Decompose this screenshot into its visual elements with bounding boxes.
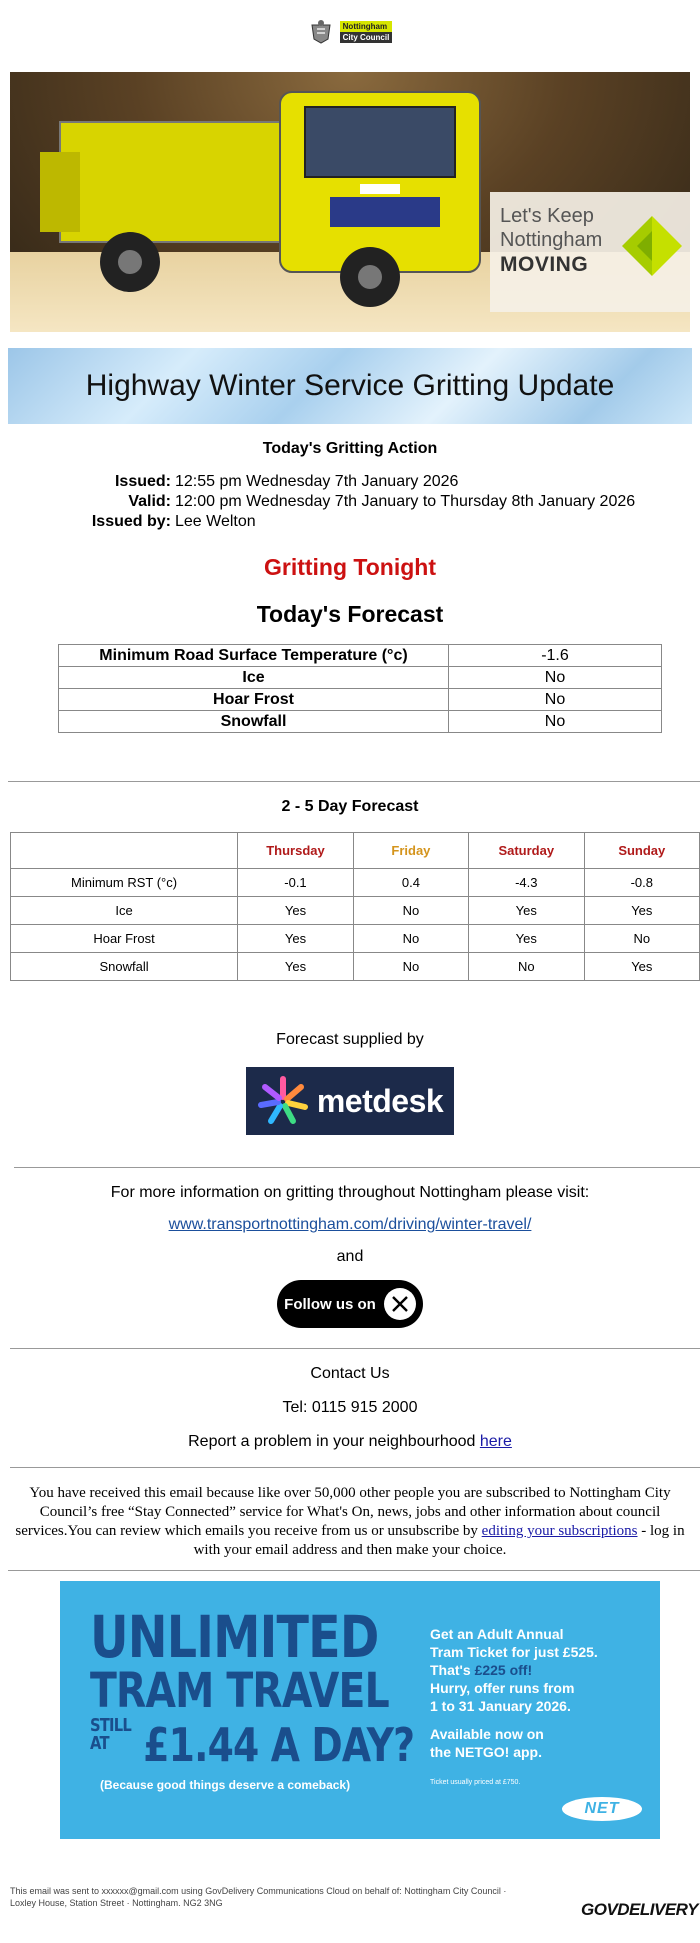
- report-problem-text: Report a problem in your neighbourhood: [188, 1433, 476, 1450]
- tram-advert-subtitle: (Because good things deserve a comeback): [100, 1778, 351, 1792]
- more-info-text: For more information on gritting throughout Nottingham please visit:: [110, 1184, 590, 1201]
- issued-row: Issued: 12:55 pm Wednesday 7th January 2026: [114, 473, 459, 490]
- multi-day-heading: 2 - 5 Day Forecast: [281, 798, 419, 815]
- table-row: Ice Yes No Yes Yes: [11, 897, 700, 925]
- issued-by-row: Issued by: Lee Welton: [91, 513, 256, 530]
- edit-subscriptions-link[interactable]: editing your subscriptions: [481, 1523, 638, 1539]
- divider: [8, 781, 700, 782]
- divider: [8, 1570, 700, 1571]
- campaign-tagline: Let's Keep Nottingham MOVING: [490, 192, 690, 312]
- divider: [10, 1467, 700, 1468]
- day-saturday: Saturday: [468, 833, 584, 869]
- page-title: Highway Winter Service Gritting Update: [85, 369, 615, 402]
- net-logo: NET: [562, 1797, 642, 1821]
- tram-advert[interactable]: UNLIMITED TRAM TRAVEL STILL AT £1.44 A DAY? (Because good things deserve a comeback) Get an Adult Annual Tram Ticket for just £525. That's £225 off! Hurry, offer runs from 1 to 31 January 2026. Available now on the NETGO! app. Ticket usually priced at £750. NET: [60, 1581, 660, 1839]
- day-thursday: Thursday: [238, 833, 354, 869]
- logo-line2: City Council: [340, 32, 393, 43]
- follow-x-button[interactable]: Follow us on: [277, 1280, 423, 1328]
- govdelivery-logo[interactable]: GOVDELIVERY: [581, 1900, 698, 1919]
- title-banner: [8, 348, 692, 424]
- issue-details: [0, 472, 700, 532]
- logo-line1: Nottingham: [340, 21, 393, 32]
- tram-price-note: Ticket usually priced at £750.: [430, 1779, 521, 1786]
- table-row: Hoar Frost Yes No Yes No: [11, 925, 700, 953]
- subscription-notice: You have received this email because like over 50,000 other people you are subscribed to Nottingham City Council’s free “Stay Connected” service for What's On, news, jobs and other information about council services.You can review which emails you receive from us or unsubscribe by editing your subscriptions - log in with your email address and then make your choice.: [15, 1485, 685, 1558]
- table-row: Minimum RST (°c) -0.1 0.4 -4.3 -0.8: [11, 869, 700, 897]
- metdesk-logo[interactable]: [246, 1067, 454, 1135]
- table-row: Snowfall Yes No No Yes: [11, 953, 700, 981]
- gritter-truck-icon: [40, 72, 520, 322]
- gritting-action-heading: Today's Gritting Action: [262, 440, 438, 457]
- table-row: Hoar Frost No: [59, 689, 662, 711]
- contact-heading: Contact Us: [310, 1365, 390, 1382]
- valid-row: Valid: 12:00 pm Wednesday 7th January to Thursday 8th January 2026: [128, 493, 636, 510]
- day-friday: Friday: [353, 833, 468, 869]
- and-text: and: [336, 1248, 364, 1265]
- table-row: Minimum Road Surface Temperature (°c) -1.6: [59, 645, 662, 667]
- gritting-status: Gritting Tonight: [263, 554, 437, 580]
- table-row: Snowfall No: [59, 711, 662, 733]
- table-row: Ice No: [59, 667, 662, 689]
- footer-text: This email was sent to xxxxxx@gmail.com using GovDelivery Communications Cloud on behalf of: Nottingham City Council · Loxley House, Station Street · Nottingham. NG2 3NG: [10, 1886, 507, 1908]
- x-logo-icon: [384, 1288, 416, 1320]
- triangles-logo-icon: [612, 206, 682, 286]
- metdesk-wordmark: metdesk: [316, 1082, 444, 1119]
- table-header-row: [11, 833, 700, 869]
- council-logo[interactable]: [0, 0, 700, 48]
- divider: [14, 1167, 700, 1168]
- divider: [10, 1348, 700, 1349]
- multi-day-forecast-table: [10, 832, 700, 981]
- hero-image: [10, 72, 690, 332]
- forecast-supplier-label: Forecast supplied by: [276, 1031, 424, 1048]
- winter-travel-link[interactable]: www.transportnottingham.com/driving/winter-travel/: [168, 1216, 532, 1233]
- metdesk-star-icon: [257, 1075, 309, 1127]
- crest-icon: [308, 19, 334, 45]
- todays-forecast-table: [58, 644, 662, 733]
- tram-offer-details: Get an Adult Annual Tram Ticket for just £525. That's £225 off! Hurry, offer runs from 1 to 31 January 2026. Available now on the NETGO! app.: [430, 1626, 598, 1760]
- report-problem-link[interactable]: here: [479, 1433, 512, 1450]
- todays-forecast-heading: Today's Forecast: [256, 601, 444, 627]
- day-sunday: Sunday: [584, 833, 699, 869]
- contact-phone: Tel: 0115 915 2000: [282, 1399, 418, 1416]
